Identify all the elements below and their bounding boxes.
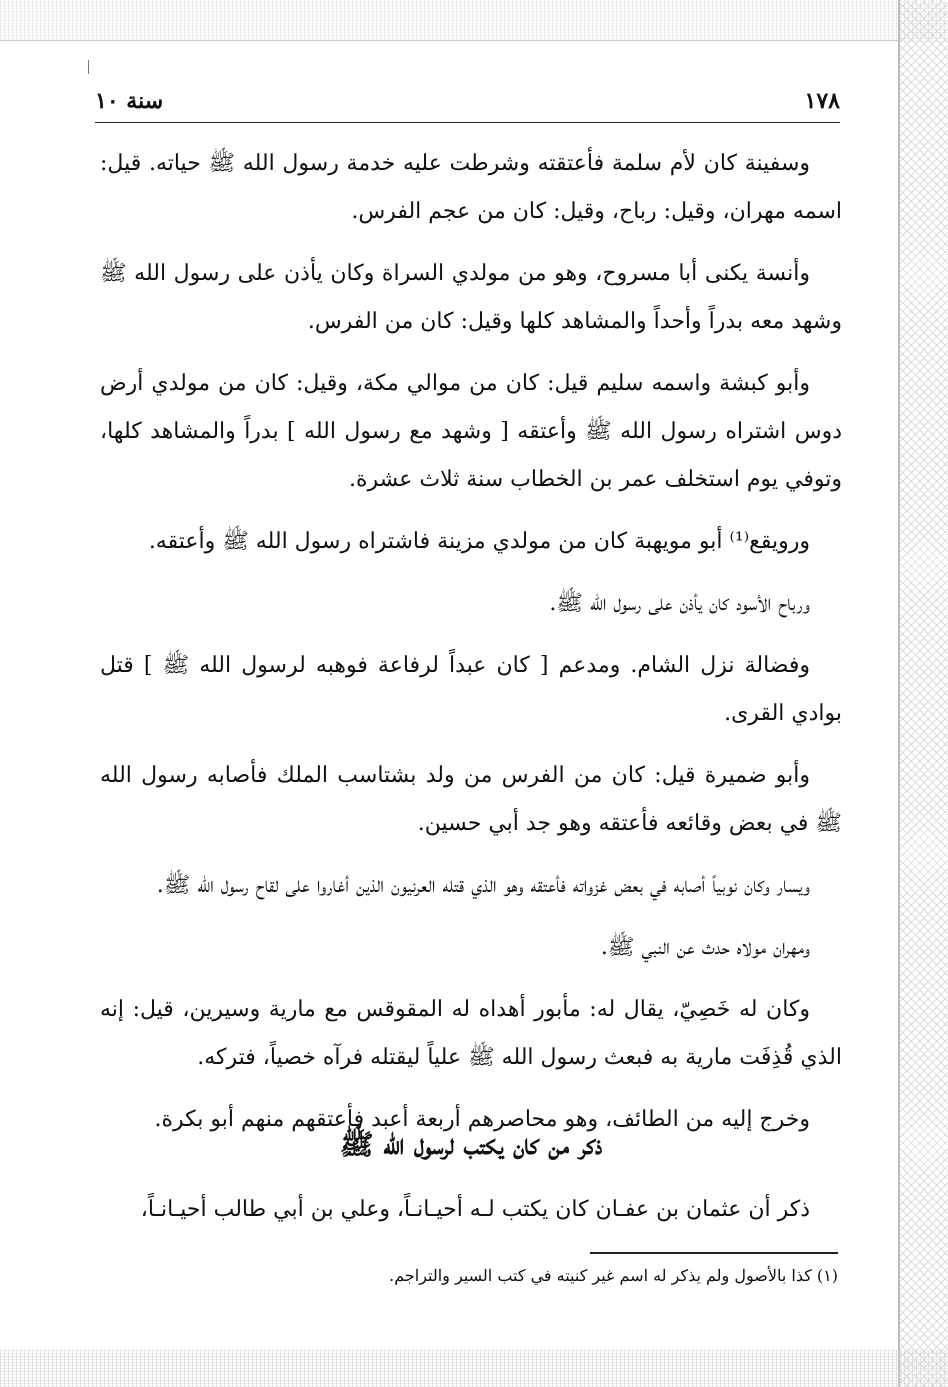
paragraph: وخرج إليه من الطائف، وهو محاصرهم أربعة أعبد فأعتقهم منهم أبو بكرة. [154,1107,810,1132]
page-number: ١٧٨ [804,88,840,114]
paragraph: وفضالة نزل الشام. ومدعم [ كان عبداً لرفاعة فوهبه لرسول الله ﷺ ] قتل بوادي القرى. [100,653,842,726]
footnote: (١) كذا بالأصول ولم يذكر له اسم غير كنيته في كتب السير والتراجم. [389,1266,838,1285]
paragraph: وسفينة كان لأم سلمة فأعتقته وشرطت عليه خدمة رسول الله ﷺ حياته. قيل: اسمه مهران، وقيل: رباح، وقيل: كان من عجم الفرس. [100,151,842,224]
decorative-right-border [900,0,948,1387]
decorative-top-border [0,0,948,42]
footnote-rule [590,1252,838,1254]
paragraph: وأنسة يكنى أبا مسروح، وهو من مولدي السراة وكان يأذن على رسول الله ﷺ وشهد معه بدراً وأحداً والمشاهد كلها وقيل: كان من الفرس. [100,261,842,334]
right-border-line [898,0,900,1387]
running-head: سنة ١٠ [95,88,164,114]
paragraph: وأبو ضميرة قيل: كان من الفرس من ولد بشتاسب الملك فأصابه رسول الله ﷺ في بعض وقائعه فأعتقه وهو جد أبي حسين. [100,763,842,836]
page-header [95,88,840,124]
paragraph: ورويقع⁽¹⁾ أبو مويهبة كان من مولدي مزينة فاشتراه رسول الله ﷺ وأعتقه. [148,529,810,554]
paragraph: وكان له خَصِيّ، يقال له: مأبور أهداه له المقوقس مع مارية وسيرين، قيل: إنه الذي قُذِفَت مارية به فبعث رسول الله ﷺ علياً ليقتله فرآه خصياً، فتركه. [100,997,842,1070]
paragraph: وأبو كبشة واسمه سليم قيل: كان من موالي مكة، وقيل: كان من مولدي أرض دوس اشتراه رسول الله ﷺ وأعتقه [ وشهد مع رسول الله ] بدراً والمشاهد كلها، وتوفي يوم استخلف عمر بن الخطاب سنة ثلاث عشرة. [100,371,842,492]
margin-tick [88,60,89,74]
paragraph: ورباح الأسود كان يأذن على رسول الله ﷺ. [549,591,810,616]
header-rule [95,122,840,123]
decorative-bottom-border [0,1350,948,1387]
section-heading: ذكر من كان يكتب لرسول الله ﷺ [339,1128,603,1161]
paragraph: ومهران مولاه حدث عن النبي ﷺ. [600,935,810,960]
body-text [100,140,842,1158]
section-first-paragraph: ذكر أن عثمان بن عفـان كان يكتب لـه أحيـانـاً، وعلي بن أبي طالب أحيـانـاً، [140,1197,810,1222]
paragraph: ويسار وكان نوبياً أصابه في بعض غزواته فأعتقه وهو الذي قتله العرنيون الذين أغاروا على لقاح رسول الله ﷺ. [156,873,810,898]
top-border-line [0,40,900,41]
